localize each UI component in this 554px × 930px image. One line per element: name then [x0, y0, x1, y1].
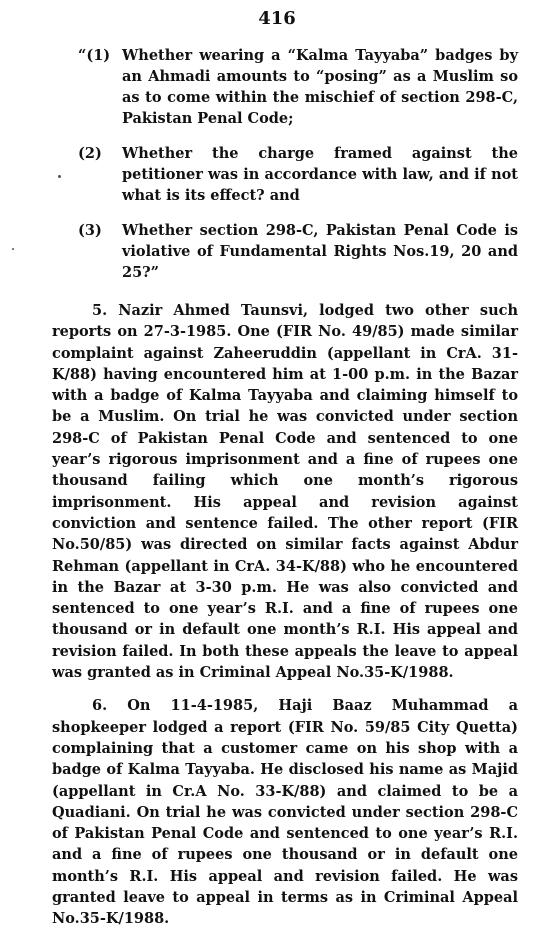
question-text: Whether wearing a “Kalma Tayyaba” badges by an Ahmadi amounts to “posing” as a Muslim so as to come within the mischief of section 298-C, Pakistan Penal Code;: [122, 47, 518, 127]
question-text: Whether section 298-C, Pakistan Penal Code is violative of Fundamental Rights Nos.19, 20 and 25?”: [122, 222, 518, 281]
question-item: [78, 143, 518, 206]
question-list: [78, 45, 518, 297]
paragraph-6: 6. On 11-4-1985, Haji Baaz Muhammad a shopkeeper lodged a report (FIR No. 59/85 City Quetta) complaining that a customer came on his shop with a badge of Kalma Tayyaba. He disclosed his name as Majid (appellant in Cr.A No. 33-K/88) and claimed to be a Quadiani. On trial he was convicted under section 298-C of Pakistan Penal Code and sentenced to one year’s R.I. and a fine of rupees one thousand or in default one month’s R.I. His appeal and revision failed. He was granted leave to appeal in terms as in Criminal Appeal No.35-K/1988.: [52, 697, 518, 928]
question-item: [78, 45, 518, 129]
question-number: (3): [78, 222, 102, 239]
scan-speck: [58, 175, 61, 178]
scan-speck: [12, 248, 14, 250]
paragraph-5: 5. Nazir Ahmed Taunsvi, lodged two other such reports on 27-3-1985. One (FIR No. 49/85) made similar complaint against Zaheeruddin (appellant in CrA. 31-K/88) having encountered him at 1-00 p.m. in the Bazar with a badge of Kalma Tayyaba and claiming himself to be a Muslim. On trial he was convicted under section 298-C of Pakistan Penal Code and sentenced to one year’s rigorous imprisonment and a fine of rupees one thousand failing which one month’s rigorous imprisonment. His appeal and revision against conviction and sentence failed. The other report (FIR No.50/85) was directed on similar facts against Abdur Rehman (appellant in CrA. 34-K/88) who he encountered in the Bazar at 3-30 p.m. He was also convicted and sentenced to one year’s R.I. and a fine of rupees one thousand or in default one month’s R.I. His appeal and revision failed. In both these appeals the leave to appeal was granted as in Criminal Appeal No.35-K/1988.: [52, 302, 518, 682]
question-text: Whether the charge framed against the petitioner was in accordance with law, and if not what is its effect? and: [122, 145, 518, 204]
question-number: (2): [78, 145, 102, 162]
question-number: “(1): [78, 47, 111, 64]
body-text: [52, 300, 518, 930]
question-item: [78, 220, 518, 283]
page-number: 416: [258, 8, 296, 29]
